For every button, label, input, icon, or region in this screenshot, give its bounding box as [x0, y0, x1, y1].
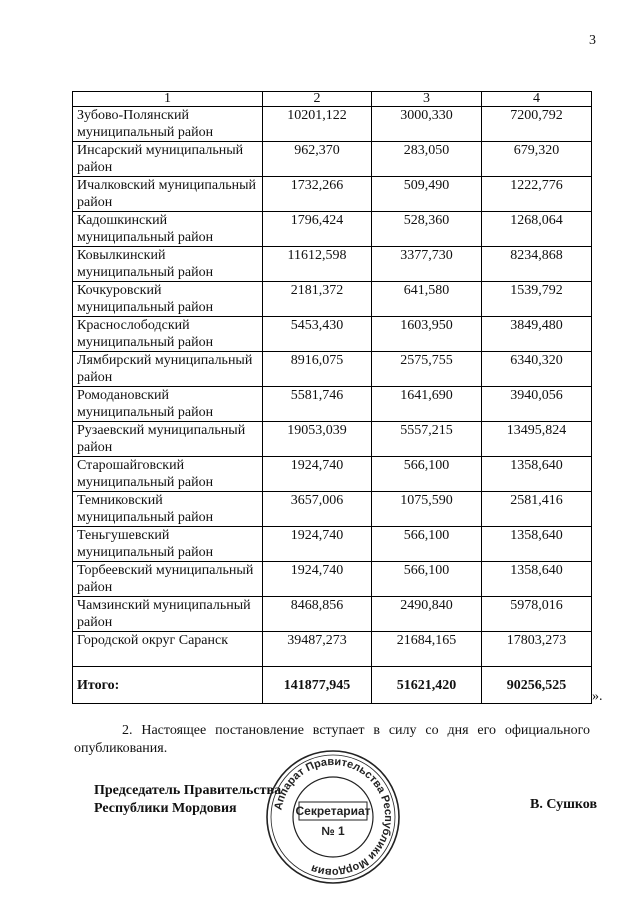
table-row: [73, 142, 592, 177]
value-cell-col2: 1924,740: [263, 562, 372, 597]
value-cell-col4: 5978,016: [482, 597, 592, 632]
value-cell-col2: 8468,856: [263, 597, 372, 632]
table-row: [73, 212, 592, 247]
table-total-row: [73, 667, 592, 704]
value-cell-col4: 1358,640: [482, 527, 592, 562]
table-row: [73, 422, 592, 457]
value-cell-col4: 13495,824: [482, 422, 592, 457]
value-cell-col4: 17803,273: [482, 632, 592, 667]
district-name-cell: Городской округ Саранск: [73, 632, 263, 667]
value-cell-col2: 1732,266: [263, 177, 372, 212]
closing-quote: ».: [592, 689, 603, 704]
value-cell-col2: 5581,746: [263, 387, 372, 422]
value-cell-col4: 1222,776: [482, 177, 592, 212]
value-cell-col3: 566,100: [372, 457, 482, 492]
value-cell-col4: 1268,064: [482, 212, 592, 247]
value-cell-col3: 21684,165: [372, 632, 482, 667]
value-cell-col2: 5453,430: [263, 317, 372, 352]
district-name-cell: Зубово-Полянский муниципальный район: [73, 107, 263, 142]
value-cell-col3: 2575,755: [372, 352, 482, 387]
value-cell-col3: 528,360: [372, 212, 482, 247]
district-name-cell: Темниковский муниципальный район: [73, 492, 263, 527]
header-cell: 1: [73, 92, 263, 107]
signature-title-line: Председатель Правительства: [94, 783, 282, 798]
table-row: [73, 352, 592, 387]
value-cell-col4: 679,320: [482, 142, 592, 177]
header-cell: 3: [372, 92, 482, 107]
stamp-number: № 1: [321, 824, 345, 838]
value-cell-col3: 5557,215: [372, 422, 482, 457]
stamp-ring-text: Аппарат Правительства Республики Мордовия: [272, 755, 395, 879]
value-cell-col3: 1603,950: [372, 317, 482, 352]
value-cell-col3: 3377,730: [372, 247, 482, 282]
district-name-cell: Ичалковский муниципальный район: [73, 177, 263, 212]
value-cell-col3: 283,050: [372, 142, 482, 177]
value-cell-col4: 3849,480: [482, 317, 592, 352]
table-row: [73, 282, 592, 317]
resolution-paragraph: 2. Настоящее постановление вступает в силу со дня его официального опубликования.: [74, 723, 590, 756]
district-name-cell: Инсарский муниципальный район: [73, 142, 263, 177]
budget-table: [72, 91, 592, 704]
table-row: [73, 597, 592, 632]
district-name-cell: Кочкуровский муниципальный район: [73, 282, 263, 317]
value-cell-col2: 39487,273: [263, 632, 372, 667]
district-name-cell: Ромодановский муниципальный район: [73, 387, 263, 422]
value-cell-col2: 962,370: [263, 142, 372, 177]
value-cell-col4: 2581,416: [482, 492, 592, 527]
total-value-cell: 90256,525: [482, 667, 592, 704]
value-cell-col3: 509,490: [372, 177, 482, 212]
district-name-cell: Чамзинский муниципальный район: [73, 597, 263, 632]
header-cell: 4: [482, 92, 592, 107]
district-name-cell: Лямбирский муниципальный район: [73, 352, 263, 387]
stamp-center-text: Секретариат: [295, 804, 371, 818]
table-row: [73, 527, 592, 562]
value-cell-col4: 1358,640: [482, 562, 592, 597]
table-row: [73, 387, 592, 422]
district-name-cell: Торбеевский муниципальный район: [73, 562, 263, 597]
value-cell-col3: 566,100: [372, 527, 482, 562]
value-cell-col4: 8234,868: [482, 247, 592, 282]
value-cell-col4: 1358,640: [482, 457, 592, 492]
value-cell-col2: 1924,740: [263, 527, 372, 562]
value-cell-col4: 7200,792: [482, 107, 592, 142]
value-cell-col3: 3000,330: [372, 107, 482, 142]
signature-title: [94, 782, 281, 818]
table-row: [73, 492, 592, 527]
district-name-cell: Ковылкинский муниципальный район: [73, 247, 263, 282]
value-cell-col4: 3940,056: [482, 387, 592, 422]
table-row: [73, 632, 592, 667]
value-cell-col3: 641,580: [372, 282, 482, 317]
district-name-cell: Старошайговский муниципальный район: [73, 457, 263, 492]
table-row: [73, 317, 592, 352]
district-name-cell: Теньгушевский муниципальный район: [73, 527, 263, 562]
total-label-cell: Итого:: [73, 667, 263, 704]
table-row: [73, 107, 592, 142]
value-cell-col2: 11612,598: [263, 247, 372, 282]
header-cell: 2: [263, 92, 372, 107]
district-name-cell: Краснослободский муниципальный район: [73, 317, 263, 352]
value-cell-col2: 1924,740: [263, 457, 372, 492]
signer-name: В. Сушков: [530, 797, 598, 812]
district-name-cell: Рузаевский муниципальный район: [73, 422, 263, 457]
value-cell-col4: 1539,792: [482, 282, 592, 317]
total-value-cell: 141877,945: [263, 667, 372, 704]
value-cell-col2: 10201,122: [263, 107, 372, 142]
value-cell-col4: 6340,320: [482, 352, 592, 387]
value-cell-col3: 566,100: [372, 562, 482, 597]
table-row: [73, 562, 592, 597]
value-cell-col2: 2181,372: [263, 282, 372, 317]
table-header-row: [73, 92, 592, 107]
value-cell-col2: 19053,039: [263, 422, 372, 457]
table-row: [73, 457, 592, 492]
page-number: 3: [589, 33, 596, 48]
district-name-cell: Кадошкинский муниципальный район: [73, 212, 263, 247]
value-cell-col3: 2490,840: [372, 597, 482, 632]
official-stamp: [263, 747, 403, 887]
value-cell-col3: 1075,590: [372, 492, 482, 527]
value-cell-col3: 1641,690: [372, 387, 482, 422]
value-cell-col2: 8916,075: [263, 352, 372, 387]
value-cell-col2: 3657,006: [263, 492, 372, 527]
total-value-cell: 51621,420: [372, 667, 482, 704]
value-cell-col2: 1796,424: [263, 212, 372, 247]
table-row: [73, 247, 592, 282]
table-row: [73, 177, 592, 212]
signature-title-line: Республики Мордовия: [94, 801, 237, 816]
